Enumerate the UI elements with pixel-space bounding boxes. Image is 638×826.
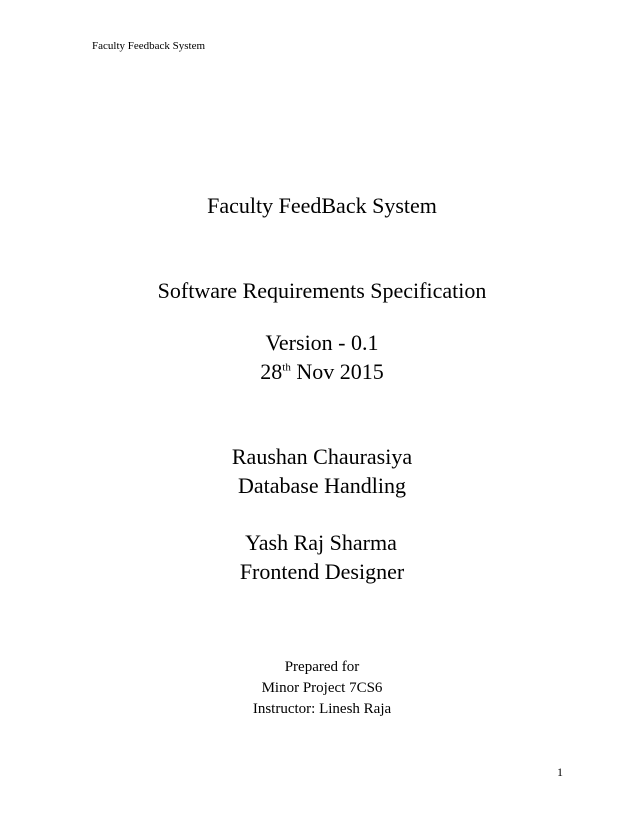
document-subtitle: Software Requirements Specification	[157, 278, 487, 303]
date-suffix: th	[282, 361, 291, 374]
project-name: Minor Project 7CS6	[261, 680, 383, 696]
version-label: Version - 0.1	[265, 330, 379, 355]
author-name: Yash Raj Sharma	[245, 530, 397, 555]
prepared-for-label: Prepared for	[284, 659, 360, 675]
running-header: Faculty Feedback System	[92, 40, 206, 52]
page-number: 1	[557, 765, 563, 779]
author-name: Raushan Chaurasiya	[231, 444, 413, 469]
date-month-year: Nov 2015	[290, 359, 384, 384]
document-title: Faculty FeedBack System	[207, 193, 437, 218]
author-role: Database Handling	[238, 473, 406, 498]
instructor-name: Instructor: Linesh Raja	[252, 701, 392, 717]
date-day: 28	[260, 359, 283, 384]
document-date	[3, 359, 638, 385]
author-role: Frontend Designer	[239, 559, 405, 584]
